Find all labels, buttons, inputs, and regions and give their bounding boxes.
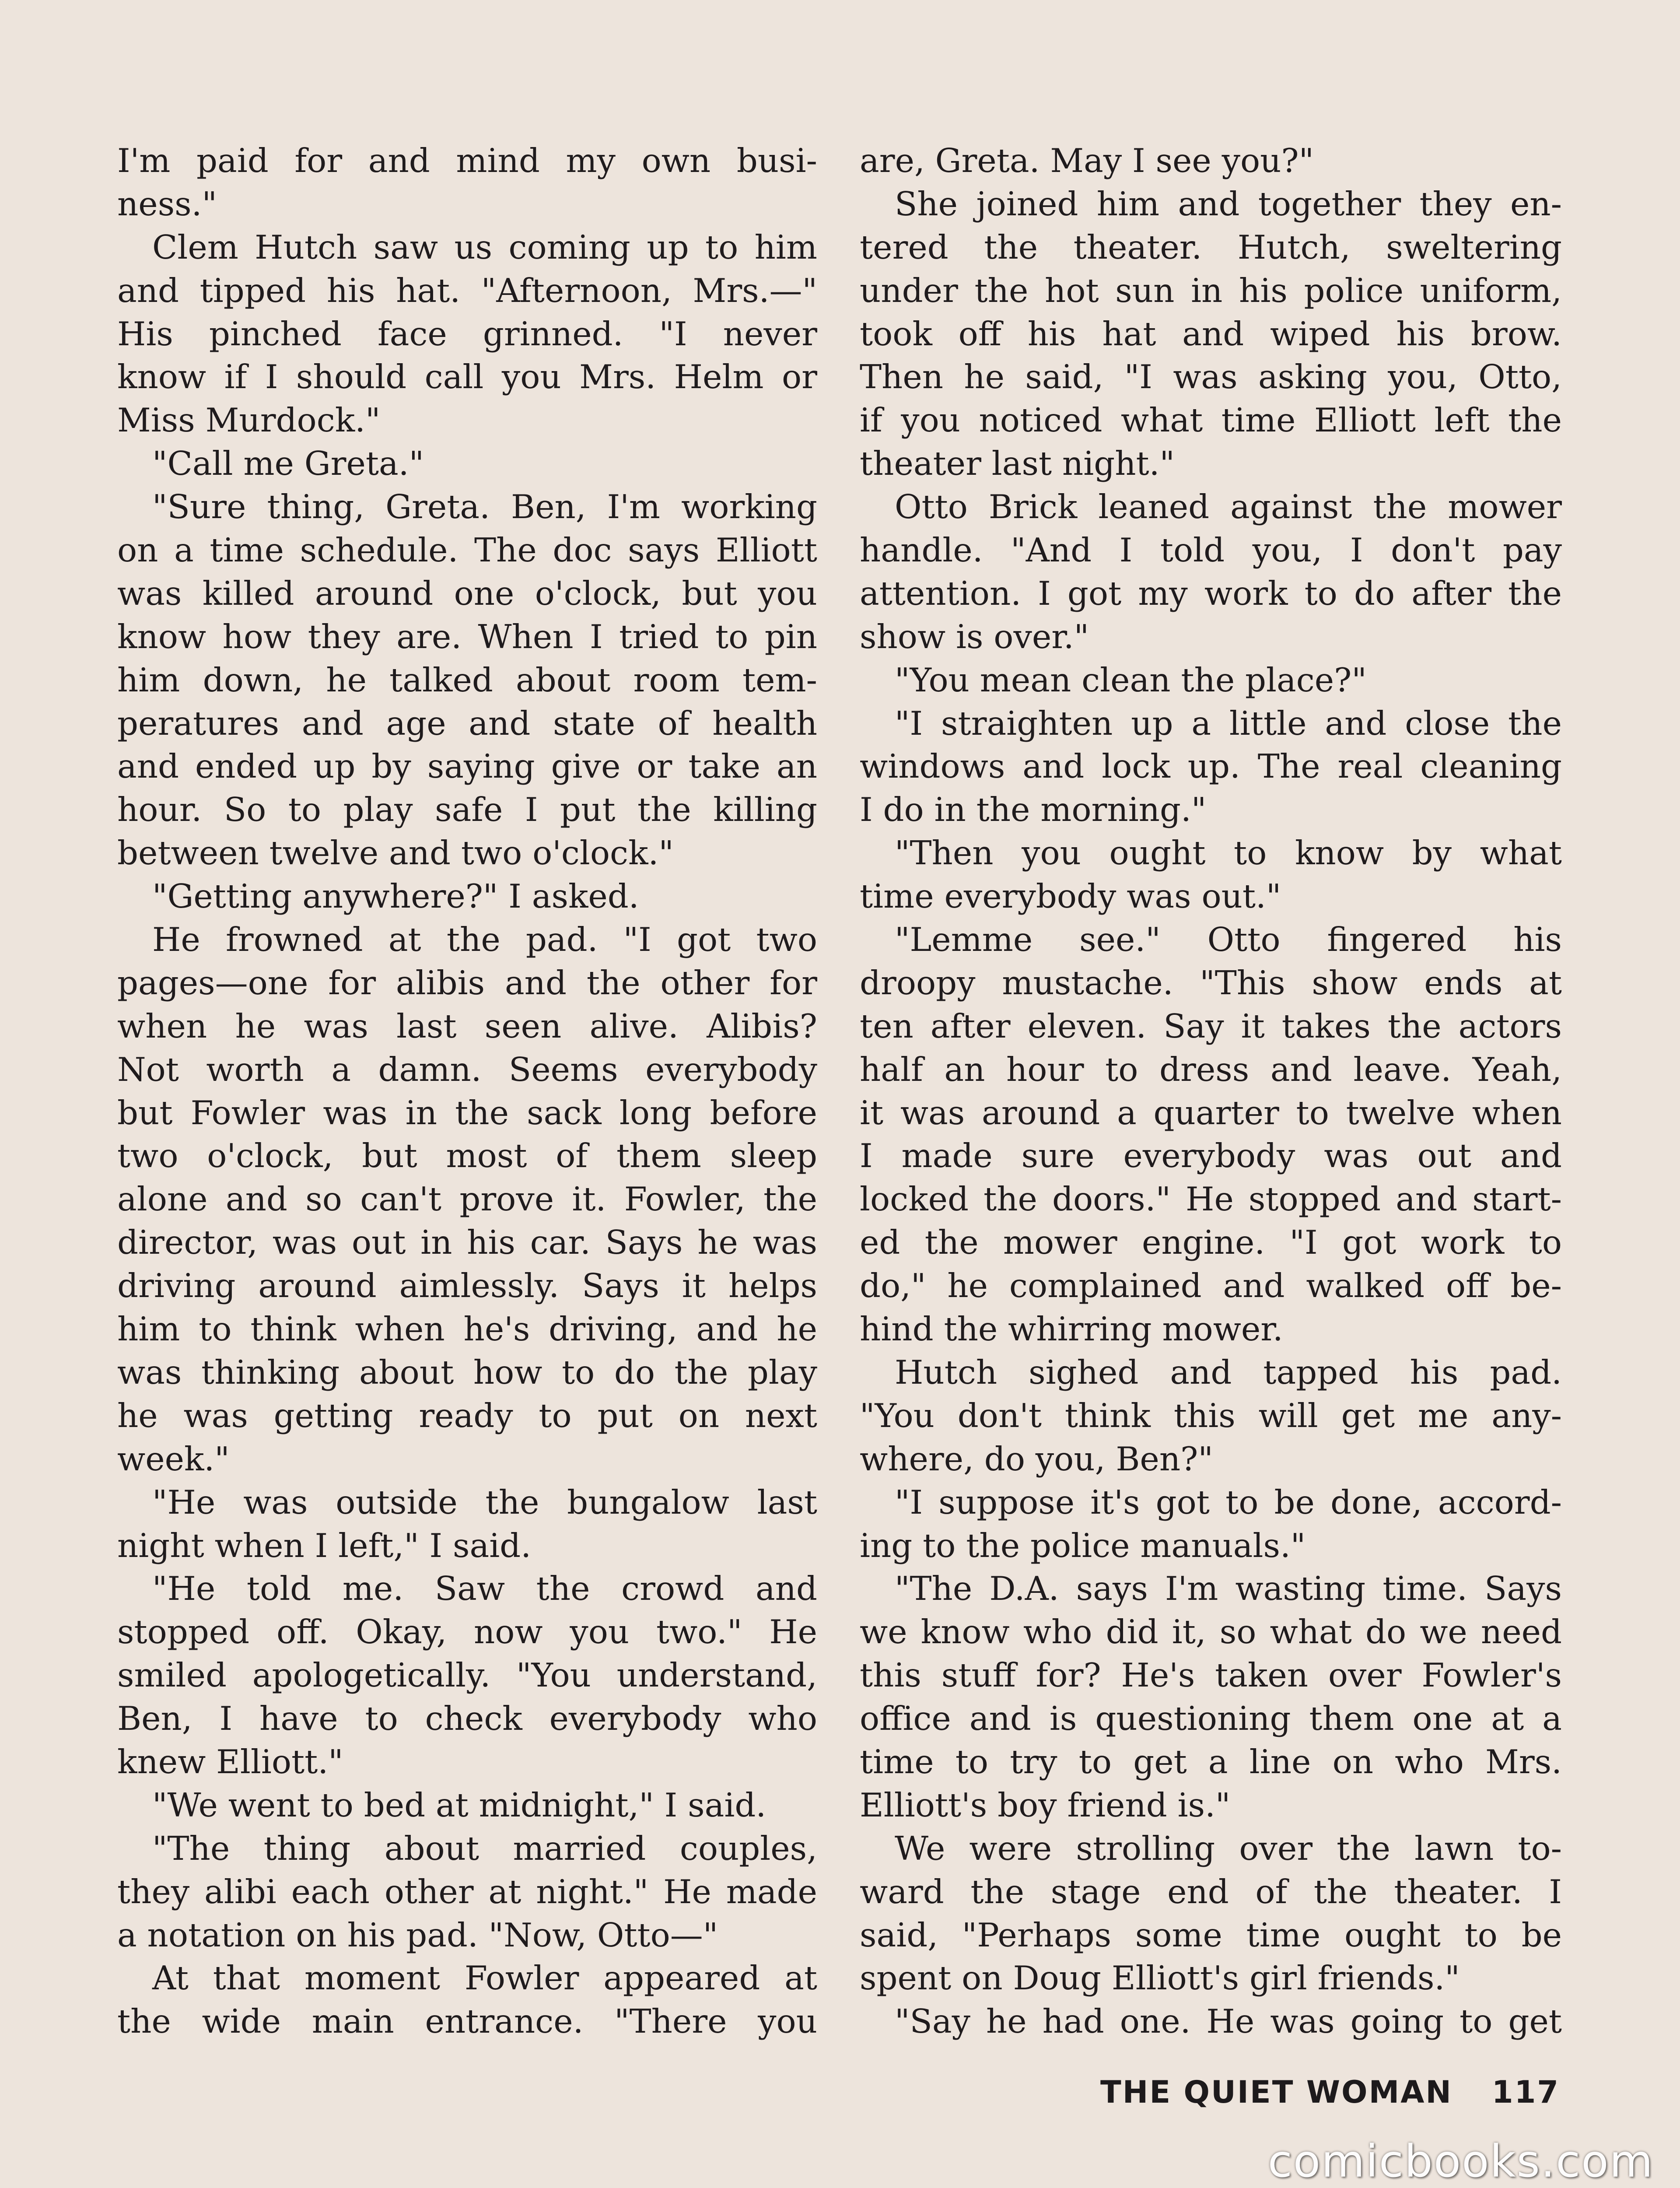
text-line: His pinched face grinned. "I never bbox=[117, 314, 817, 353]
text-line: and tipped his hat. "Afternoon, Mrs.—" bbox=[117, 271, 817, 310]
text-line: driving around aimlessly. Says it helps bbox=[117, 1266, 817, 1305]
text-line: "I straighten up a little and close the bbox=[895, 704, 1562, 743]
text-line: week." bbox=[117, 1439, 230, 1478]
text-line: Miss Murdock." bbox=[117, 401, 381, 440]
text-line: ing to the police manuals." bbox=[860, 1526, 1306, 1565]
text-line: "The D.A. says I'm wasting time. Says bbox=[895, 1569, 1562, 1608]
text-line: "Getting anywhere?" I asked. bbox=[152, 877, 639, 916]
text-line: him down, he talked about room tem- bbox=[117, 660, 817, 699]
text-line: "I suppose it's got to be done, accord- bbox=[895, 1483, 1562, 1522]
text-line: ten after eleven. Say it takes the actors bbox=[860, 1006, 1562, 1045]
text-line: but Fowler was in the sack long before bbox=[117, 1093, 817, 1132]
text-line: We were strolling over the lawn to- bbox=[895, 1829, 1562, 1868]
text-line: said, "Perhaps some time ought to be bbox=[860, 1915, 1562, 1954]
text-line: it was around a quarter to twelve when bbox=[860, 1093, 1562, 1132]
text-line: peratures and age and state of health bbox=[117, 704, 817, 743]
text-line: windows and lock up. The real cleaning bbox=[860, 747, 1562, 786]
text-line: and ended up by saying give or take an bbox=[117, 747, 817, 786]
text-line: we know who did it, so what do we need bbox=[860, 1613, 1562, 1652]
text-line: know how they are. When I tried to pin bbox=[117, 617, 817, 656]
text-column-right bbox=[860, 139, 1562, 2043]
text-line: half an hour to dress and leave. Yeah, bbox=[860, 1050, 1562, 1089]
text-line: hour. So to play safe I put the killing bbox=[117, 790, 817, 829]
text-line: "Then you ought to know by what bbox=[895, 834, 1562, 873]
text-line: smiled apologetically. "You understand, bbox=[117, 1656, 817, 1695]
text-line: stopped off. Okay, now you two." He bbox=[117, 1613, 817, 1652]
text-line: ward the stage end of the theater. I bbox=[860, 1872, 1562, 1911]
text-line: hind the whirring mower. bbox=[860, 1310, 1283, 1349]
text-line: this stuff for? He's taken over Fowler's bbox=[860, 1656, 1562, 1695]
text-line: knew Elliott." bbox=[117, 1742, 343, 1781]
text-line: I do in the morning." bbox=[860, 790, 1207, 829]
text-line: alone and so can't prove it. Fowler, the bbox=[117, 1180, 817, 1219]
text-line: time to try to get a line on who Mrs. bbox=[860, 1742, 1562, 1781]
text-line: him to think when he's driving, and he bbox=[117, 1310, 817, 1349]
page-number: 117 bbox=[1491, 2074, 1560, 2110]
text-line: "You don't think this will get me any- bbox=[860, 1396, 1562, 1435]
text-line: "He was outside the bungalow last bbox=[152, 1483, 817, 1522]
text-line: took off his hat and wiped his brow. bbox=[860, 314, 1562, 353]
text-line: do," he complained and walked off be- bbox=[860, 1266, 1562, 1305]
text-line: was thinking about how to do the play bbox=[117, 1353, 817, 1392]
text-line: "You mean clean the place?" bbox=[895, 660, 1367, 699]
text-line: was killed around one o'clock, but you bbox=[117, 574, 817, 613]
text-line: under the hot sun in his police uniform, bbox=[860, 271, 1562, 310]
text-line: pages—one for alibis and the other for bbox=[117, 963, 817, 1002]
text-line: "Sure thing, Greta. Ben, I'm working bbox=[152, 487, 817, 526]
text-line: Elliott's boy friend is." bbox=[860, 1785, 1231, 1824]
text-line: he was getting ready to put on next bbox=[117, 1396, 817, 1435]
text-line: ness." bbox=[117, 184, 217, 223]
text-line: "Lemme see." Otto fingered his bbox=[895, 920, 1562, 959]
text-line: droopy mustache. "This show ends at bbox=[860, 963, 1562, 1002]
watermark-logo: comicbooks.com bbox=[1267, 2135, 1654, 2188]
text-line: At that moment Fowler appeared at bbox=[152, 1959, 817, 1998]
text-line: they alibi each other at night." He made bbox=[117, 1872, 817, 1911]
text-line: I'm paid for and mind my own busi- bbox=[117, 141, 817, 180]
text-line: between twelve and two o'clock." bbox=[117, 834, 674, 873]
text-line: theater last night." bbox=[860, 444, 1175, 483]
text-line: time everybody was out." bbox=[860, 877, 1281, 916]
text-line: when he was last seen alive. Alibis? bbox=[117, 1006, 817, 1045]
running-title: THE QUIET WOMAN bbox=[1100, 2074, 1452, 2110]
text-line: ed the mower engine. "I got work to bbox=[860, 1223, 1562, 1262]
text-line: She joined him and together they en- bbox=[895, 184, 1562, 223]
text-line: handle. "And I told you, I don't pay bbox=[860, 531, 1562, 570]
text-line: if you noticed what time Elliott left the bbox=[860, 401, 1562, 440]
text-line: a notation on his pad. "Now, Otto—" bbox=[117, 1915, 718, 1954]
text-line: director, was out in his car. Says he was bbox=[117, 1223, 817, 1262]
text-line: "He told me. Saw the crowd and bbox=[152, 1569, 817, 1608]
text-line: He frowned at the pad. "I got two bbox=[152, 920, 817, 959]
text-line: Not worth a damn. Seems everybody bbox=[117, 1050, 817, 1089]
text-column-left bbox=[117, 139, 817, 2043]
text-line: the wide main entrance. "There you bbox=[117, 2002, 817, 2041]
text-line: night when I left," I said. bbox=[117, 1526, 532, 1565]
text-line: spent on Doug Elliott's girl friends." bbox=[860, 1959, 1460, 1998]
page-footer bbox=[1100, 2074, 1560, 2110]
text-line: where, do you, Ben?" bbox=[860, 1439, 1213, 1478]
text-line: office and is questioning them one at a bbox=[860, 1699, 1562, 1738]
text-line: two o'clock, but most of them sleep bbox=[117, 1136, 817, 1175]
text-line: Then he said, "I was asking you, Otto, bbox=[860, 358, 1562, 396]
text-line: "Say he had one. He was going to get bbox=[895, 2002, 1562, 2041]
text-line: Hutch sighed and tapped his pad. bbox=[895, 1353, 1562, 1392]
text-line: I made sure everybody was out and bbox=[860, 1136, 1562, 1175]
text-line: "Call me Greta." bbox=[152, 444, 424, 483]
text-line: locked the doors." He stopped and start- bbox=[860, 1180, 1562, 1219]
text-line: "We went to bed at midnight," I said. bbox=[152, 1785, 766, 1824]
text-line: on a time schedule. The doc says Elliott bbox=[117, 531, 817, 570]
text-line: are, Greta. May I see you?" bbox=[860, 141, 1314, 180]
text-line: "The thing about married couples, bbox=[152, 1829, 817, 1868]
text-line: Clem Hutch saw us coming up to him bbox=[152, 228, 817, 266]
text-line: Ben, I have to check everybody who bbox=[117, 1699, 817, 1738]
text-line: know if I should call you Mrs. Helm or bbox=[117, 358, 817, 396]
text-line: attention. I got my work to do after the bbox=[860, 574, 1562, 613]
text-line: tered the theater. Hutch, sweltering bbox=[860, 228, 1562, 266]
text-line: show is over." bbox=[860, 617, 1089, 656]
text-line: Otto Brick leaned against the mower bbox=[895, 487, 1562, 526]
